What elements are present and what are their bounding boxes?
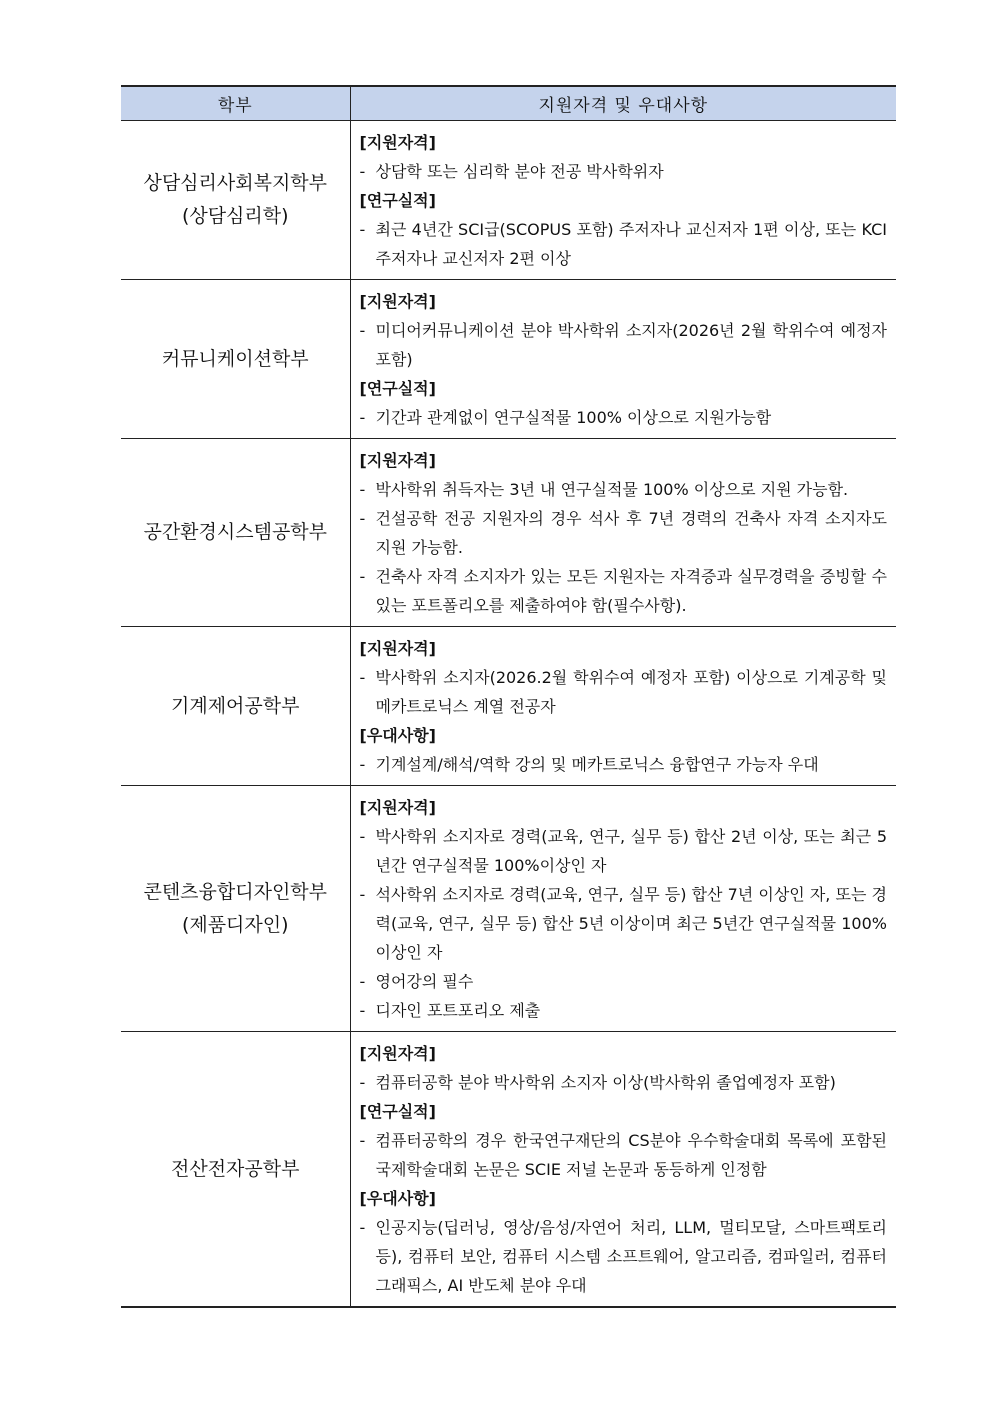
department-name: (제품디자인) [181, 913, 289, 936]
section-heading: [우대사항] [359, 1189, 436, 1208]
list-item-text: 박사학위 소지자(2026.2월 학위수여 예정자 포함) 이상으로 기계공학 및 메카트로닉스 계열 전공자 [375, 668, 887, 716]
bullet-dash: - [359, 668, 366, 687]
bullet-dash: - [359, 755, 366, 774]
department-name: 공간환경시스템공학부 [143, 521, 328, 543]
bullet-dash: - [359, 509, 366, 528]
section-heading: [지원자격] [359, 292, 436, 311]
bullet-dash: - [359, 162, 366, 181]
department-cell [121, 1032, 350, 1308]
section-heading: [연구실적] [359, 1102, 436, 1121]
department-cell [121, 627, 350, 786]
department-cell [121, 121, 350, 280]
requirements-cell [350, 627, 896, 786]
bullet-dash: - [359, 1001, 366, 1020]
list-item [360, 403, 888, 432]
list-item [360, 475, 888, 504]
list-item-text: 미디어커뮤니케이션 분야 박사학위 소지자(2026년 2월 학위수여 예정자 포함) [375, 321, 887, 369]
list-item-text: 건설공학 전공 지원자의 경우 석사 후 7년 경력의 건축사 자격 소지자도 지원 가능함. [375, 509, 887, 557]
requirements-cell [350, 1032, 896, 1308]
department-name: 기계제어공학부 [171, 694, 300, 717]
list-item-text: 박사학위 취득자는 3년 내 연구실적물 100% 이상으로 지원 가능함. [375, 480, 849, 499]
table-row [121, 280, 896, 439]
section-heading: [우대사항] [359, 726, 436, 745]
table-row [121, 627, 896, 786]
section-heading: [지원자격] [359, 639, 436, 658]
list-item [360, 504, 888, 562]
list-item [360, 750, 888, 779]
section-heading: [연구실적] [359, 379, 436, 398]
department-name: 전산전자공학부 [171, 1157, 300, 1180]
list-item [360, 1068, 888, 1097]
header-requirements: 지원자격 및 우대사항 [350, 86, 896, 121]
requirements-cell [350, 786, 896, 1032]
table-row [121, 439, 896, 627]
list-item [360, 996, 888, 1025]
list-item-text: 인공지능(딥러닝, 영상/음성/자연어 처리, LLM, 멀티모달, 스마트팩토리 등), 컴퓨터 보안, 컴퓨터 시스템 소프트웨어, 알고리즘, 컴파일러, 컴퓨터 그래픽스, AI 반도체 분야 우대 [375, 1218, 887, 1295]
section-heading: [지원자격] [359, 798, 436, 817]
list-item [360, 1126, 888, 1184]
list-item [360, 663, 888, 721]
department-name: (상담심리학) [181, 205, 289, 227]
table-row [121, 1032, 896, 1308]
list-item [360, 1213, 888, 1300]
list-item [360, 967, 888, 996]
list-item-text: 박사학위 소지자로 경력(교육, 연구, 실무 등) 합산 2년 이상, 또는 최근 5년간 연구실적물 100%이상인 자 [375, 827, 887, 875]
list-item-text: 기계설계/해석/역학 강의 및 메카트로닉스 융합연구 가능자 우대 [375, 755, 819, 774]
bullet-dash: - [359, 408, 366, 427]
requirements-cell [350, 121, 896, 280]
department-name: 커뮤니케이션학부 [161, 347, 309, 370]
list-item-text: 기간과 관계없이 연구실적물 100% 이상으로 지원가능함 [375, 408, 772, 427]
table-header-row [121, 86, 896, 121]
list-item-text: 상담학 또는 심리학 분야 전공 박사학위자 [375, 162, 664, 181]
list-item-text: 건축사 자격 소지자가 있는 모든 지원자는 자격증과 실무경력을 증빙할 수 있는 포트폴리오를 제출하여야 함(필수사항). [375, 567, 887, 615]
list-item [360, 215, 888, 273]
header-department: 학부 [121, 86, 350, 121]
list-item [360, 822, 888, 880]
table-row [121, 786, 896, 1032]
list-item [360, 316, 888, 374]
list-item-text: 컴퓨터공학 분야 박사학위 소지자 이상(박사학위 졸업예정자 포함) [375, 1073, 836, 1092]
bullet-dash: - [359, 1073, 366, 1092]
department-name: 콘텐츠융합디자인학부 [143, 880, 328, 903]
department-cell [121, 439, 350, 627]
list-item-text: 영어강의 필수 [375, 972, 474, 991]
requirements-cell [350, 439, 896, 627]
section-heading: [지원자격] [359, 451, 436, 470]
department-cell [121, 280, 350, 439]
bullet-dash: - [359, 1131, 366, 1150]
table-row [121, 121, 896, 280]
bullet-dash: - [359, 567, 366, 586]
bullet-dash: - [359, 885, 366, 904]
section-heading: [지원자격] [359, 133, 436, 152]
list-item-text: 디자인 포트포리오 제출 [375, 1001, 541, 1020]
department-name: 상담심리사회복지학부 [143, 172, 328, 194]
requirements-cell [350, 280, 896, 439]
bullet-dash: - [359, 321, 366, 340]
list-item-text: 석사학위 소지자로 경력(교육, 연구, 실무 등) 합산 7년 이상인 자, 또는 경력(교육, 연구, 실무 등) 합산 5년 이상이며 최근 5년간 연구실적물 100%이상인 자 [375, 885, 887, 962]
department-cell [121, 786, 350, 1032]
section-heading: [지원자격] [359, 1044, 436, 1063]
bullet-dash: - [359, 1218, 366, 1237]
list-item [360, 562, 888, 620]
list-item [360, 157, 888, 186]
bullet-dash: - [359, 220, 366, 239]
list-item-text: 컴퓨터공학의 경우 한국연구재단의 CS분야 우수학술대회 목록에 포함된 국제학술대회 논문은 SCIE 저널 논문과 동등하게 인정함 [375, 1131, 887, 1179]
section-heading: [연구실적] [359, 191, 436, 210]
list-item-text: 최근 4년간 SCI급(SCOPUS 포함) 주저자나 교신저자 1편 이상, 또는 KCI 주저자나 교신저자 2편 이상 [375, 220, 887, 268]
bullet-dash: - [359, 972, 366, 991]
bullet-dash: - [359, 480, 366, 499]
bullet-dash: - [359, 827, 366, 846]
requirements-table [121, 85, 896, 1308]
list-item [360, 880, 888, 967]
